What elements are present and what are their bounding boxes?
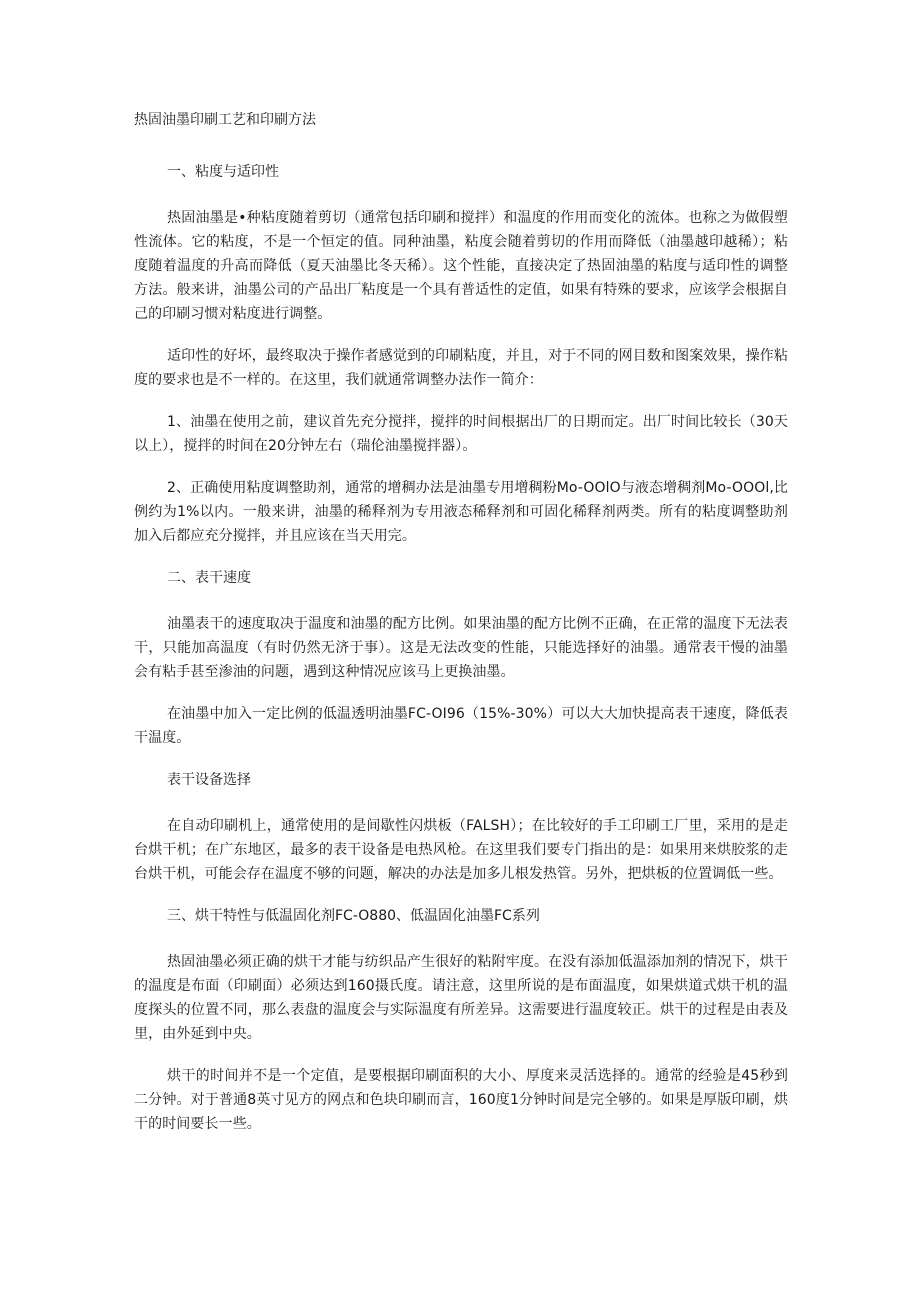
paragraph: 在自动印刷机上，通常使用的是间歇性闪烘板（FALSH）；在比较好的手工印刷工厂里，采用的是走台烘干机；在广东地区，最多的表干设备是电热风枪。在这里我们要专门指出的是：如果用来烘胶浆的走台烘干机，可能会存在温度不够的问题，解决的办法是加多儿根发热管。另外，把烘板的位置调低一些。 xyxy=(134,818,788,882)
paragraph: 适印性的好坏，最终取决于操作者感觉到的印刷粘度，并且，对于不同的网目数和图案效果，操作粘度的要求也是不一样的。在这里，我们就通常调整办法作一简介： xyxy=(134,348,788,388)
paragraph: 在油墨中加入一定比例的低温透明油墨FC-OI96（15%-30%）可以大大加快提高表干速度，降低表干温度。 xyxy=(134,706,788,746)
section-heading-equipment: 表干设备选择 xyxy=(167,772,251,788)
paragraph: 油墨表干的速度取决于温度和油墨的配方比例。如果油墨的配方比例不正确，在正常的温度下无法表干，只能加高温度（有时仍然无济于事）。这是无法改变的性能，只能选择好的油墨。通常表干慢的油墨会有粘手甚至渗油的问题，遇到这种情况应该马上更换油墨。 xyxy=(134,616,788,680)
paragraph: 烘干的时间并不是一个定值，是要根据印刷面积的大小、厚度来灵活选择的。通常的经验是45秒到二分钟。对于普通8英寸见方的网点和色块印刷而言，160度1分钟时间是完全够的。如果是厚版印刷，烘干的时间要长一些。 xyxy=(134,1068,788,1132)
paragraph: 2、正确使用粘度调整助剂，通常的增稠办法是油墨专用增稠粉Mo-OOlO与液态增稠剂Mo-OOOl,比例约为1%以内。一般来讲，油墨的稀释剂为专用液态稀释剂和可固化稀释剂两类。所有的粘度调整助剂加入后都应充分搅拌，并且应该在当天用完。 xyxy=(134,480,788,544)
paragraph: 热固油墨必须正确的烘干才能与纺织品产生很好的粘附牢度。在没有添加低温添加剂的情况下，烘干的温度是布面（印刷面）必须达到160摄氏度。请注意，这里所说的是布面温度，如果烘道式烘干机的温度探头的位置不同，那么表盘的温度会与实际温度有所差异。这需要进行温度较正。烘干的过程是由表及里，由外延到中央。 xyxy=(134,954,788,1042)
section-heading-viscosity: 一、粘度与适印性 xyxy=(167,164,279,180)
document-title: 热固油墨印刷工艺和印刷方法 xyxy=(134,112,316,128)
document-page xyxy=(134,108,788,1154)
section-heading-drying-properties: 三、烘干特性与低温固化剂FC-O880、低温固化油墨FC系列 xyxy=(167,908,540,924)
paragraph: 热固油墨是•种粘度随着剪切（通常包括印刷和搅拌）和温度的作用而变化的流体。也称之为做假塑性流体。它的粘度，不是一个恒定的值。同种油墨，粘度会随着剪切的作用而降低（油墨越印越稀）；粘度随着温度的升高而降低（夏天油墨比冬天稀）。这个性能，直接决定了热固油墨的粘度与适印性的调整方法。般来讲，油墨公司的产品出厂粘度是一个具有普适性的定值，如果有特殊的要求，应该学会根据自己的印刷习惯对粘度进行调整。 xyxy=(134,210,788,322)
section-heading-surface-drying: 二、表干速度 xyxy=(167,570,251,586)
paragraph: 1、油墨在使用之前，建议首先充分搅拌，搅拌的时间根据出厂的日期而定。出厂时间比较长（30天以上），搅拌的时间在20分钟左右（瑞伦油墨搅拌器）。 xyxy=(134,414,788,454)
